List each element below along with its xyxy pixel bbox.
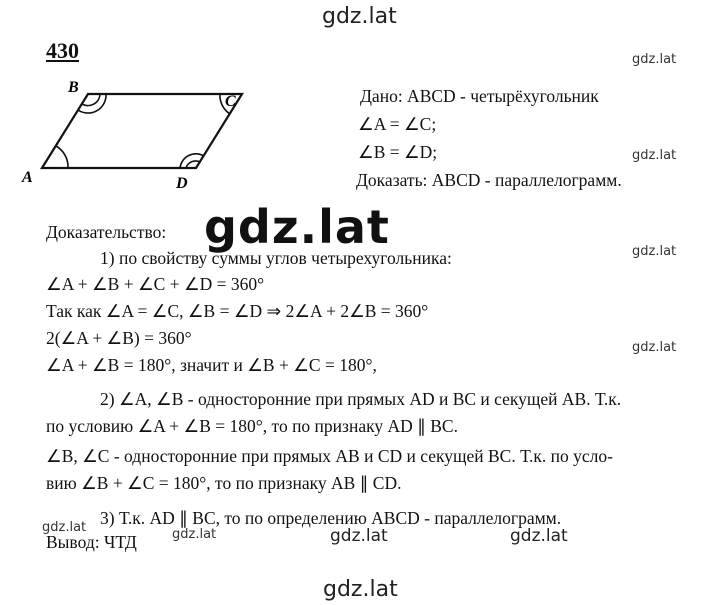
watermark-small: gdz.lat [632, 52, 677, 67]
quadrilateral-figure [20, 70, 260, 190]
watermark-small: gdz.lat [172, 527, 217, 542]
quadrilateral-outline [42, 94, 242, 168]
proof-line: ∠A + ∠B = 180°, значит и ∠B + ∠C = 180°, [46, 355, 377, 375]
vertex-label-d: D [176, 175, 188, 190]
watermark-top: gdz.lat [322, 4, 397, 29]
proof-line: ∠B, ∠C - односторонние при прямых AB и CD и секущей BC. Т.к. по усло- [46, 446, 613, 466]
watermark-bottom: gdz.lat [323, 577, 398, 602]
watermark-small: gdz.lat [510, 526, 568, 546]
proof-conclusion: Вывод: ЧТД [46, 532, 137, 552]
proof-heading: Доказательство: [46, 222, 167, 242]
given-line: Дано: ABCD - четырёхугольник [360, 86, 599, 106]
watermark-small: gdz.lat [632, 340, 677, 355]
proof-line: 2) ∠A, ∠B - односторонние при прямых AD и BC и секущей AB. Т.к. [100, 389, 622, 409]
proof-line: вию ∠B + ∠C = 180°, то по признаку AB ∥ CD. [46, 473, 402, 493]
vertex-label-a: A [22, 169, 33, 186]
watermark-small: gdz.lat [330, 526, 388, 546]
vertex-label-b: B [68, 79, 79, 96]
problem-number: 430 [46, 38, 79, 63]
proof-line: Так как ∠A = ∠C, ∠B = ∠D ⇒ 2∠A + 2∠B = 360° [46, 301, 429, 321]
watermark-small: gdz.lat [42, 520, 87, 535]
proof-line: ∠A + ∠B + ∠C + ∠D = 360° [46, 274, 265, 294]
proof-line: 3) Т.к. AD ∥ BC, то по определению ABCD - параллелограмм. [100, 508, 562, 528]
proof-line: 2(∠A + ∠B) = 360° [46, 328, 192, 348]
given-line: ∠A = ∠C; [358, 114, 437, 134]
given-line: ∠B = ∠D; [358, 142, 438, 162]
proof-line: 1) по свойству суммы углов четырехугольника: [100, 248, 452, 268]
angle-arc-a [56, 146, 68, 168]
watermark-small: gdz.lat [632, 148, 677, 163]
vertex-label-c: C [225, 93, 236, 110]
watermark-center: gdz.lat [204, 200, 390, 254]
watermark-small: gdz.lat [632, 244, 677, 259]
given-line: Доказать: ABCD - параллелограмм. [356, 170, 622, 190]
proof-line: по условию ∠A + ∠B = 180°, то по признаку AD ∥ BC. [46, 416, 458, 436]
